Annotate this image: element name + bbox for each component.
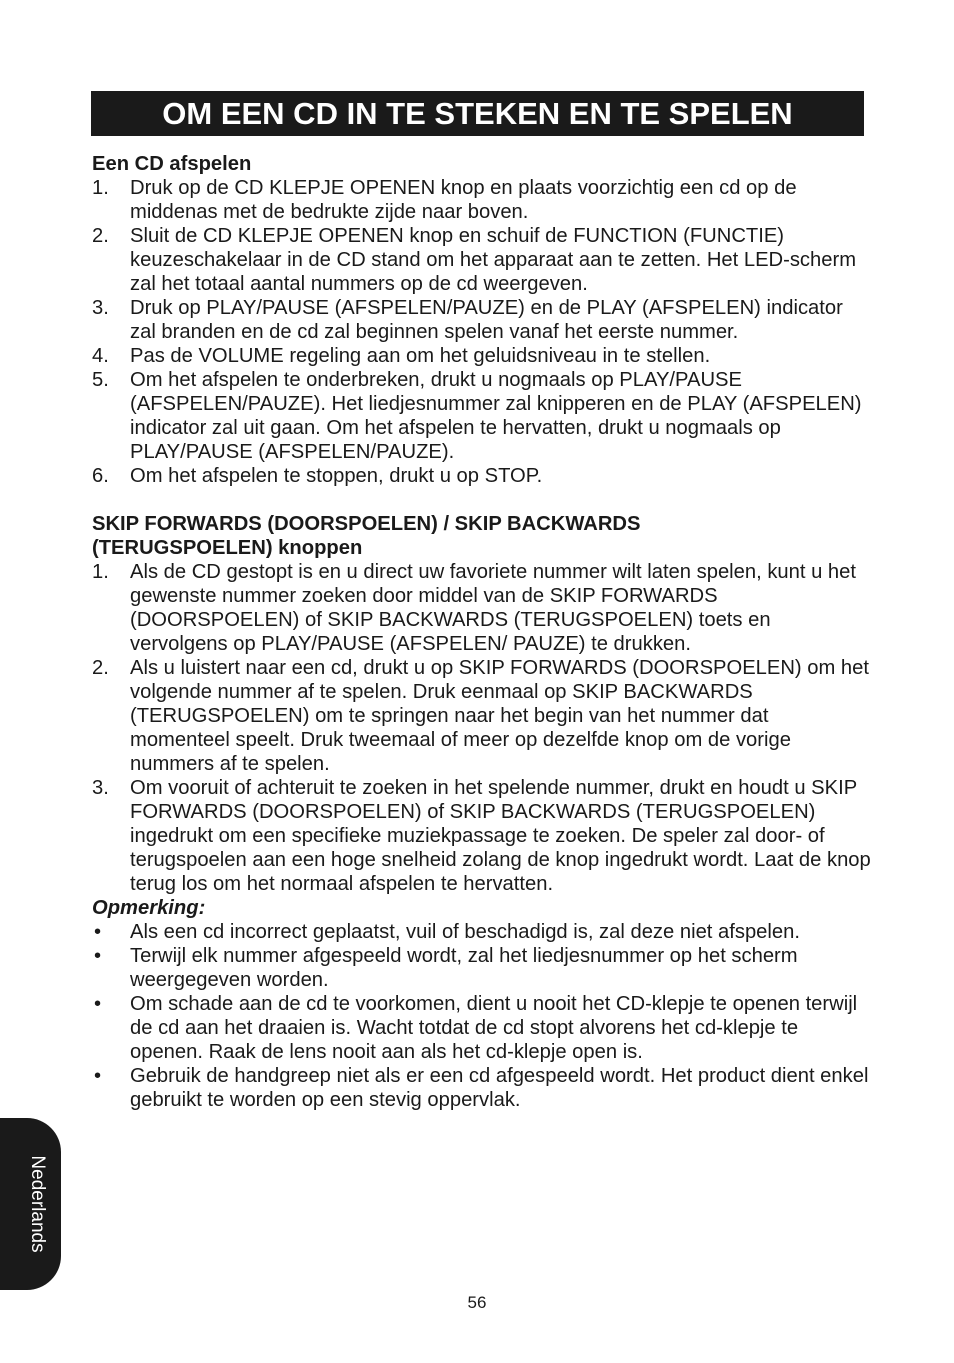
list-item bbox=[92, 776, 872, 896]
list-item-text: Om vooruit of achteruit te zoeken in het spelende nummer, drukt en houdt u SKIP FORWARDS (DOORSPOELEN) of SKIP BACKWARDS (TERUGSPOELEN) ingedrukt om een specifieke muziekpassage te zoeken. De speler zal door- of terugspoelen aan een hoge snelheid zolang de knop ingedrukt wordt. Laat de knop terug los om het normaal afspelen te hervatten. bbox=[130, 777, 871, 895]
list-marker: 1. bbox=[92, 561, 109, 583]
main-content bbox=[92, 152, 872, 1112]
list-item-text: Als u luistert naar een cd, drukt u op SKIP FORWARDS (DOORSPOELEN) om het volgende nummer af te spelen. Druk eenmaal op SKIP BACKWARDS (TERUGSPOELEN) om te springen naar het begin van het nummer dat momenteel speelt. Druk tweemaal of meer op dezelfde knop om de vorige nummers af te spelen. bbox=[130, 657, 869, 775]
list-item bbox=[92, 1064, 872, 1112]
list-marker: 2. bbox=[92, 657, 109, 679]
list-item bbox=[92, 176, 872, 224]
section-spacer bbox=[92, 488, 872, 512]
list-marker: 1. bbox=[92, 177, 109, 199]
list-item bbox=[92, 344, 872, 368]
page-title: OM EEN CD IN TE STEKEN EN TE SPELEN bbox=[162, 95, 793, 131]
list-item bbox=[92, 368, 872, 464]
section-heading-play-cd: Een CD afspelen bbox=[92, 153, 252, 175]
list-item bbox=[92, 656, 872, 776]
list-item-text: Om het afspelen te onderbreken, drukt u nogmaals op PLAY/PAUSE (AFSPELEN/PAUZE). Het liedjesnummer zal knipperen en de PLAY (AFSPELEN) indicator zal uit gaan. Om het afspelen te hervatten, drukt u nogmaals op PLAY/PAUSE (AFSPELEN/PAUZE). bbox=[130, 369, 862, 463]
list-item-text: Om schade aan de cd te voorkomen, dient u nooit het CD-klepje te openen terwijl de cd aan het draaien is. Wacht totdat de cd stopt alvorens het cd-klepje te openen. Raak de lens nooit aan als het cd-klepje open is. bbox=[130, 993, 858, 1063]
list-item bbox=[92, 560, 872, 656]
list-item-text: Terwijl elk nummer afgespeeld wordt, zal het liedjesnummer op het scherm weergegeven worden. bbox=[130, 945, 798, 991]
list-item bbox=[92, 920, 872, 944]
list-item bbox=[92, 296, 872, 344]
list-item bbox=[92, 992, 872, 1064]
list-item bbox=[92, 464, 872, 488]
bullet-icon: • bbox=[94, 1065, 102, 1087]
list-item-text: Om het afspelen te stoppen, drukt u op STOP. bbox=[130, 465, 543, 487]
language-tab-label: Nederlands bbox=[27, 1155, 48, 1253]
list-item-text: Druk op PLAY/PAUSE (AFSPELEN/PAUZE) en de PLAY (AFSPELEN) indicator zal branden en de cd zal beginnen spelen vanaf het eerste nummer. bbox=[130, 297, 843, 343]
list-marker: 3. bbox=[92, 297, 109, 319]
section-heading-skip-line2: (TERUGSPOELEN) knoppen bbox=[92, 537, 363, 559]
list-marker: 3. bbox=[92, 777, 109, 799]
list-item-text: Pas de VOLUME regeling aan om het geluidsniveau in te stellen. bbox=[130, 345, 711, 367]
bullet-icon: • bbox=[94, 993, 102, 1015]
skip-steps bbox=[92, 560, 872, 896]
page-title-bar bbox=[91, 91, 864, 136]
list-item-text: Gebruik de handgreep niet als er een cd afgespeeld wordt. Het product dient enkel gebruikt te worden op een stevig oppervlak. bbox=[130, 1065, 869, 1111]
list-item-text: Als een cd incorrect geplaatst, vuil of beschadigd is, zal deze niet afspelen. bbox=[130, 921, 800, 943]
note-list bbox=[92, 920, 872, 1112]
list-marker: 2. bbox=[92, 225, 109, 247]
list-item-text: Sluit de CD KLEPJE OPENEN knop en schuif de FUNCTION (FUNCTIE) keuzeschakelaar in de CD stand om het apparaat aan te zetten. Het LED-scherm zal het totaal aantal nummers op de cd weergeven. bbox=[130, 225, 857, 295]
list-marker: 4. bbox=[92, 345, 109, 367]
section-heading-skip-line1: SKIP FORWARDS (DOORSPOELEN) / SKIP BACKWARDS bbox=[92, 513, 641, 535]
play-cd-steps bbox=[92, 176, 872, 488]
list-item-text: Als de CD gestopt is en u direct uw favoriete nummer wilt laten spelen, kunt u het gewenste nummer zoeken door middel van de SKIP FORWARDS (DOORSPOELEN) of SKIP BACKWARDS (TERUGSPOELEN) toets en vervolgens op PLAY/PAUSE (AFSPELEN/ PAUZE) te drukken. bbox=[130, 561, 856, 655]
list-marker: 5. bbox=[92, 369, 109, 391]
list-item-text: Druk op de CD KLEPJE OPENEN knop en plaats voorzichtig een cd op de middenas met de bedrukte zijde naar boven. bbox=[130, 177, 797, 223]
list-item bbox=[92, 224, 872, 296]
bullet-icon: • bbox=[94, 921, 102, 943]
note-heading: Opmerking: bbox=[92, 897, 206, 919]
list-marker: 6. bbox=[92, 465, 109, 487]
page-number: 56 bbox=[467, 1293, 487, 1312]
list-item bbox=[92, 944, 872, 992]
bullet-icon: • bbox=[94, 945, 102, 967]
section-heading-skip bbox=[92, 512, 872, 560]
